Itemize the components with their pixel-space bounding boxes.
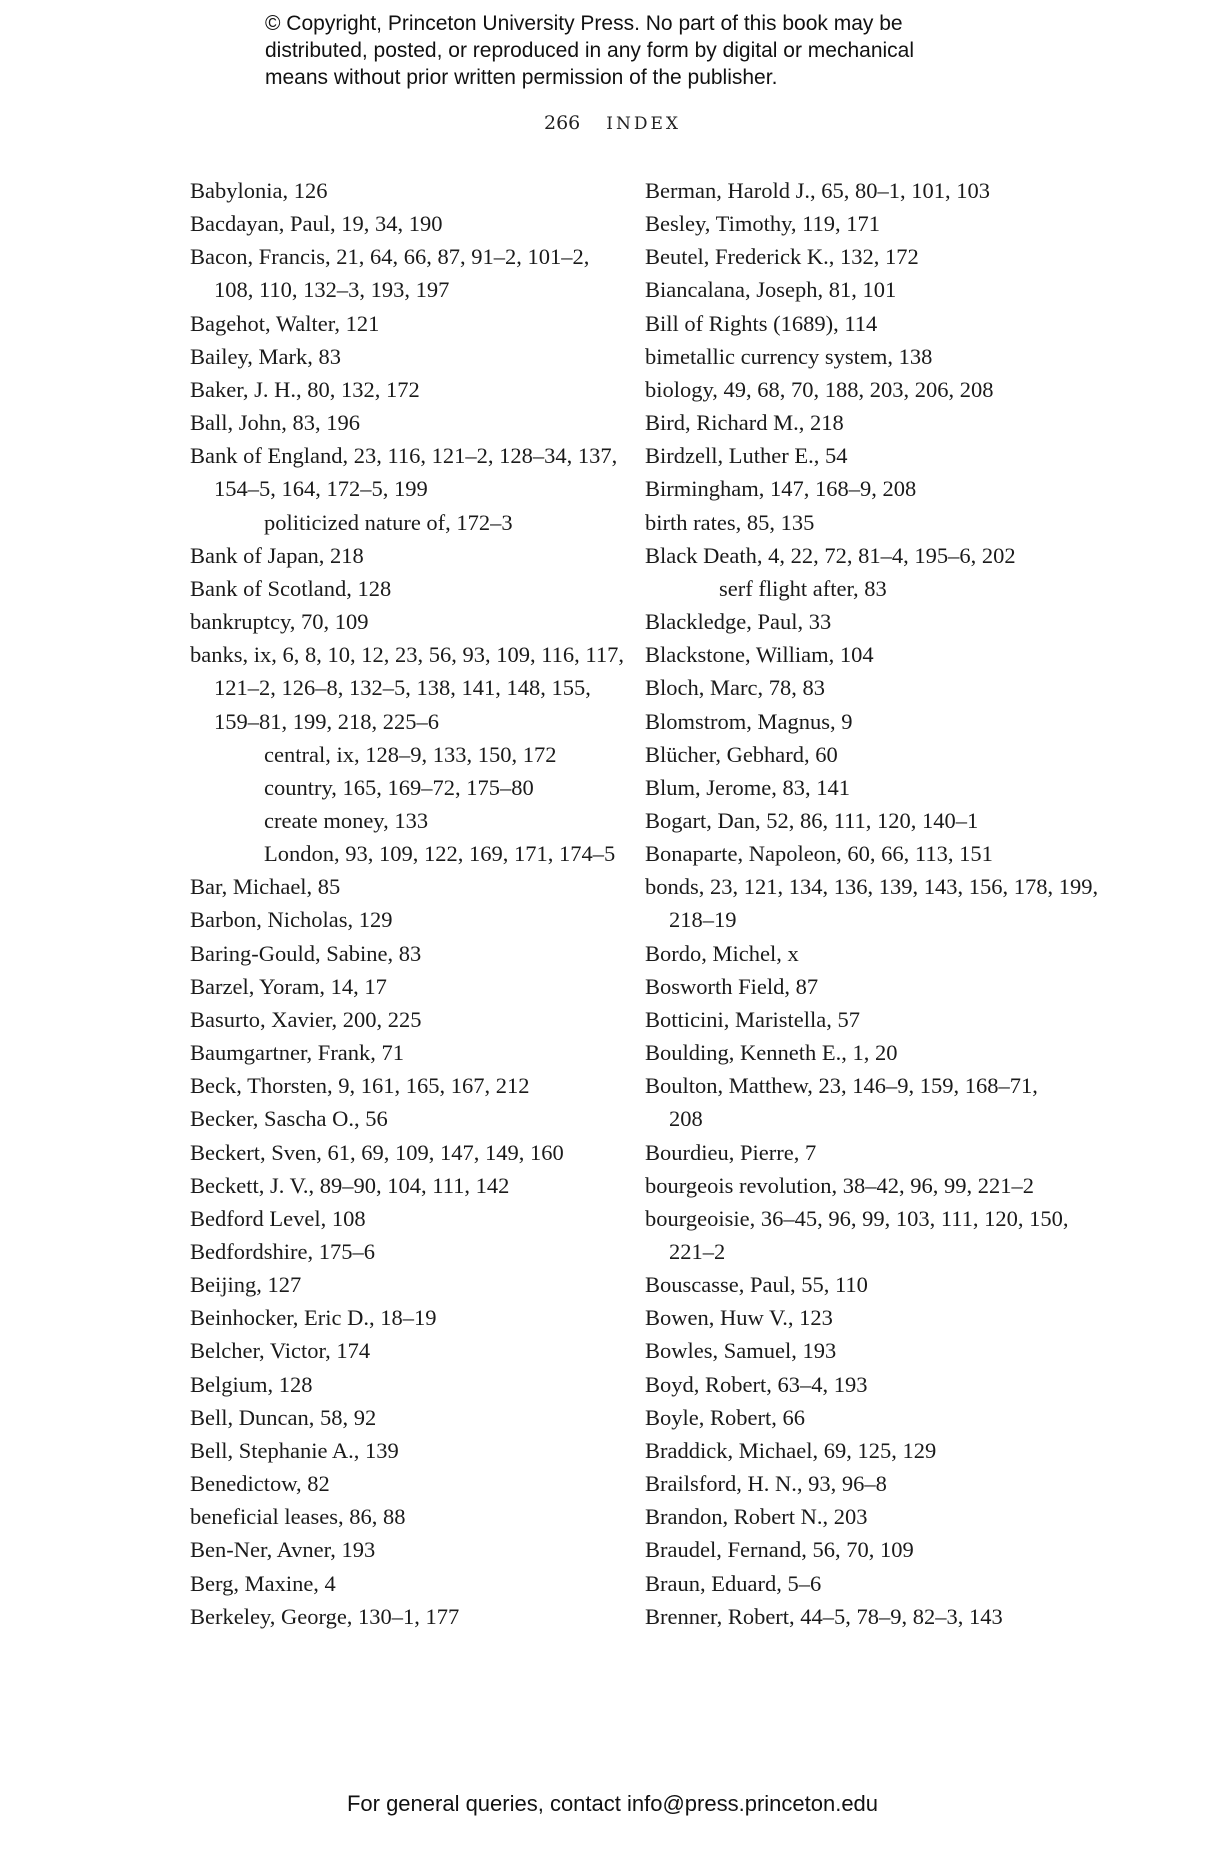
index-entry: Bell, Duncan, 58, 92 (190, 1404, 377, 1430)
index-entry: Beckert, Sven, 61, 69, 109, 147, 149, 160 (190, 1139, 564, 1165)
index-entry: Birmingham, 147, 168–9, 208 (645, 476, 917, 502)
index-entry: Bank of England, 23, 116, 121–2, 128–34, 137, (190, 443, 618, 469)
index-column-left (190, 174, 630, 1633)
index-entry: Bloch, Marc, 78, 83 (645, 675, 825, 701)
index-entry: Beck, Thorsten, 9, 161, 165, 167, 212 (190, 1073, 530, 1099)
index-entry: Bedford Level, 108 (190, 1205, 366, 1231)
index-subentry: country, 165, 169–72, 175–80 (264, 774, 534, 800)
index-entry-continuation: 154–5, 164, 172–5, 199 (214, 476, 428, 502)
index-entry: Bank of Scotland, 128 (190, 575, 392, 601)
index-entry: Boyle, Robert, 66 (645, 1404, 805, 1430)
index-entry: Bacon, Francis, 21, 64, 66, 87, 91–2, 101–2, (190, 244, 590, 270)
index-entry: Bar, Michael, 85 (190, 874, 341, 900)
index-entry: Beutel, Frederick K., 132, 172 (645, 244, 919, 270)
index-entry: Belgium, 128 (190, 1371, 313, 1397)
page-title: INDEX (606, 114, 681, 134)
index-subentry: central, ix, 128–9, 133, 150, 172 (264, 741, 557, 767)
index-entry: Basurto, Xavier, 200, 225 (190, 1006, 422, 1032)
index-entry: Bowen, Huw V., 123 (645, 1305, 833, 1331)
index-column-right (645, 174, 1099, 1633)
index-entry: Berman, Harold J., 65, 80–1, 101, 103 (645, 178, 990, 203)
index-entry: Blum, Jerome, 83, 141 (645, 774, 850, 800)
index-entry: Bosworth Field, 87 (645, 973, 819, 999)
index-entry: Berkeley, George, 130–1, 177 (190, 1603, 460, 1629)
index-entry: Brenner, Robert, 44–5, 78–9, 82–3, 143 (645, 1603, 1003, 1629)
index-entry-continuation: 208 (669, 1106, 703, 1132)
index-entry: bourgeoisie, 36–45, 96, 99, 103, 111, 120, 150, (645, 1205, 1069, 1231)
index-entry: Babylonia, 126 (190, 178, 328, 203)
index-entry: Barbon, Nicholas, 129 (190, 907, 393, 933)
index-entry: Blomstrom, Magnus, 9 (645, 708, 853, 734)
index-entry: Brailsford, H. N., 93, 96–8 (645, 1471, 887, 1497)
index-entry: Blackstone, William, 104 (645, 642, 874, 668)
index-entry: bourgeois revolution, 38–42, 96, 99, 221–2 (645, 1172, 1034, 1198)
index-entry: bonds, 23, 121, 134, 136, 139, 143, 156, 178, 199, (645, 874, 1099, 900)
index-entry: Bowles, Samuel, 193 (645, 1338, 837, 1364)
index-entry: Beijing, 127 (190, 1272, 302, 1298)
index-entry: Benedictow, 82 (190, 1471, 330, 1497)
index-subentry: politicized nature of, 172–3 (264, 509, 513, 535)
index-subentry: create money, 133 (264, 807, 429, 833)
index-entry: Besley, Timothy, 119, 171 (645, 211, 881, 237)
index-entry: bankruptcy, 70, 109 (190, 609, 369, 635)
index-subentry: London, 93, 109, 122, 169, 171, 174–5 (264, 841, 616, 867)
index-entry: Bailey, Mark, 83 (190, 343, 342, 369)
index-entry: bimetallic currency system, 138 (645, 343, 933, 369)
index-entry: Braddick, Michael, 69, 125, 129 (645, 1437, 937, 1463)
index-entry: banks, ix, 6, 8, 10, 12, 23, 56, 93, 109, 116, 117, (190, 642, 624, 668)
index-entry: Braun, Eduard, 5–6 (645, 1570, 822, 1596)
copyright-line: means without prior written permission of the publisher. (265, 66, 778, 89)
index-entry: Bacdayan, Paul, 19, 34, 190 (190, 211, 443, 237)
index-entry-continuation: 108, 110, 132–3, 193, 197 (214, 277, 450, 303)
index-entry: Barzel, Yoram, 14, 17 (190, 973, 387, 999)
index-entry: Bourdieu, Pierre, 7 (645, 1139, 817, 1165)
index-entry: Blackledge, Paul, 33 (645, 609, 832, 635)
index-entry: Braudel, Fernand, 56, 70, 109 (645, 1537, 914, 1563)
copyright-line: © Copyright, Princeton University Press. No part of this book may be (265, 12, 903, 35)
index-entry: Boyd, Robert, 63–4, 193 (645, 1371, 868, 1397)
index-entry: Beckett, J. V., 89–90, 104, 111, 142 (190, 1172, 510, 1198)
index-entry: Belcher, Victor, 174 (190, 1338, 371, 1364)
footer-contact: For general queries, contact info@press.princeton.edu (346, 1791, 879, 1816)
index-entry: Bonaparte, Napoleon, 60, 66, 113, 151 (645, 841, 993, 867)
index-entry: Ball, John, 83, 196 (190, 410, 361, 436)
index-entry: Boulding, Kenneth E., 1, 20 (645, 1040, 898, 1066)
index-entry: Baker, J. H., 80, 132, 172 (190, 376, 420, 402)
copyright-line: distributed, posted, or reproduced in any form by digital or mechanical (265, 39, 915, 62)
index-entry: Bogart, Dan, 52, 86, 111, 120, 140–1 (645, 807, 979, 833)
index-entry: birth rates, 85, 135 (645, 509, 815, 535)
index-entry: Biancalana, Joseph, 81, 101 (645, 277, 897, 303)
index-entry: Bordo, Michel, x (645, 940, 799, 966)
index-entry: Bird, Richard M., 218 (645, 410, 844, 436)
index-entry: Baumgartner, Frank, 71 (190, 1040, 405, 1066)
index-entry: Ben-Ner, Avner, 193 (190, 1537, 376, 1563)
index-entry: Bill of Rights (1689), 114 (645, 310, 878, 336)
index-subentry: serf flight after, 83 (719, 575, 887, 601)
copyright-notice (265, 10, 1025, 91)
running-head (0, 112, 1225, 134)
index-entry-continuation: 121–2, 126–8, 132–5, 138, 141, 148, 155, (214, 675, 591, 701)
index-entry: Blücher, Gebhard, 60 (645, 741, 838, 767)
index-entry-continuation: 159–81, 199, 218, 225–6 (214, 708, 439, 734)
index-entry: Bagehot, Walter, 121 (190, 310, 380, 336)
index-entry: Birdzell, Luther E., 54 (645, 443, 848, 469)
index-entry-continuation: 221–2 (669, 1239, 726, 1264)
index-entry: Bank of Japan, 218 (190, 542, 364, 568)
index-entry: Becker, Sascha O., 56 (190, 1106, 388, 1132)
index-entry: biology, 49, 68, 70, 188, 203, 206, 208 (645, 376, 994, 402)
index-entry: Black Death, 4, 22, 72, 81–4, 195–6, 202 (645, 542, 1016, 568)
index-entry: beneficial leases, 86, 88 (190, 1504, 406, 1530)
index-entry: Bouscasse, Paul, 55, 110 (645, 1272, 868, 1298)
index-entry: Beinhocker, Eric D., 18–19 (190, 1305, 437, 1331)
index-entry: Baring-Gould, Sabine, 83 (190, 940, 422, 966)
index-entry: Berg, Maxine, 4 (190, 1570, 336, 1596)
index-entry: Boulton, Matthew, 23, 146–9, 159, 168–71, (645, 1073, 1038, 1099)
page-number: 266 (544, 112, 581, 134)
index-entry: Bell, Stephanie A., 139 (190, 1437, 399, 1463)
index-entry-continuation: 218–19 (669, 907, 737, 933)
index-entry: Brandon, Robert N., 203 (645, 1504, 868, 1530)
index-entry: Botticini, Maristella, 57 (645, 1006, 860, 1032)
index-entry: Bedfordshire, 175–6 (190, 1239, 375, 1264)
